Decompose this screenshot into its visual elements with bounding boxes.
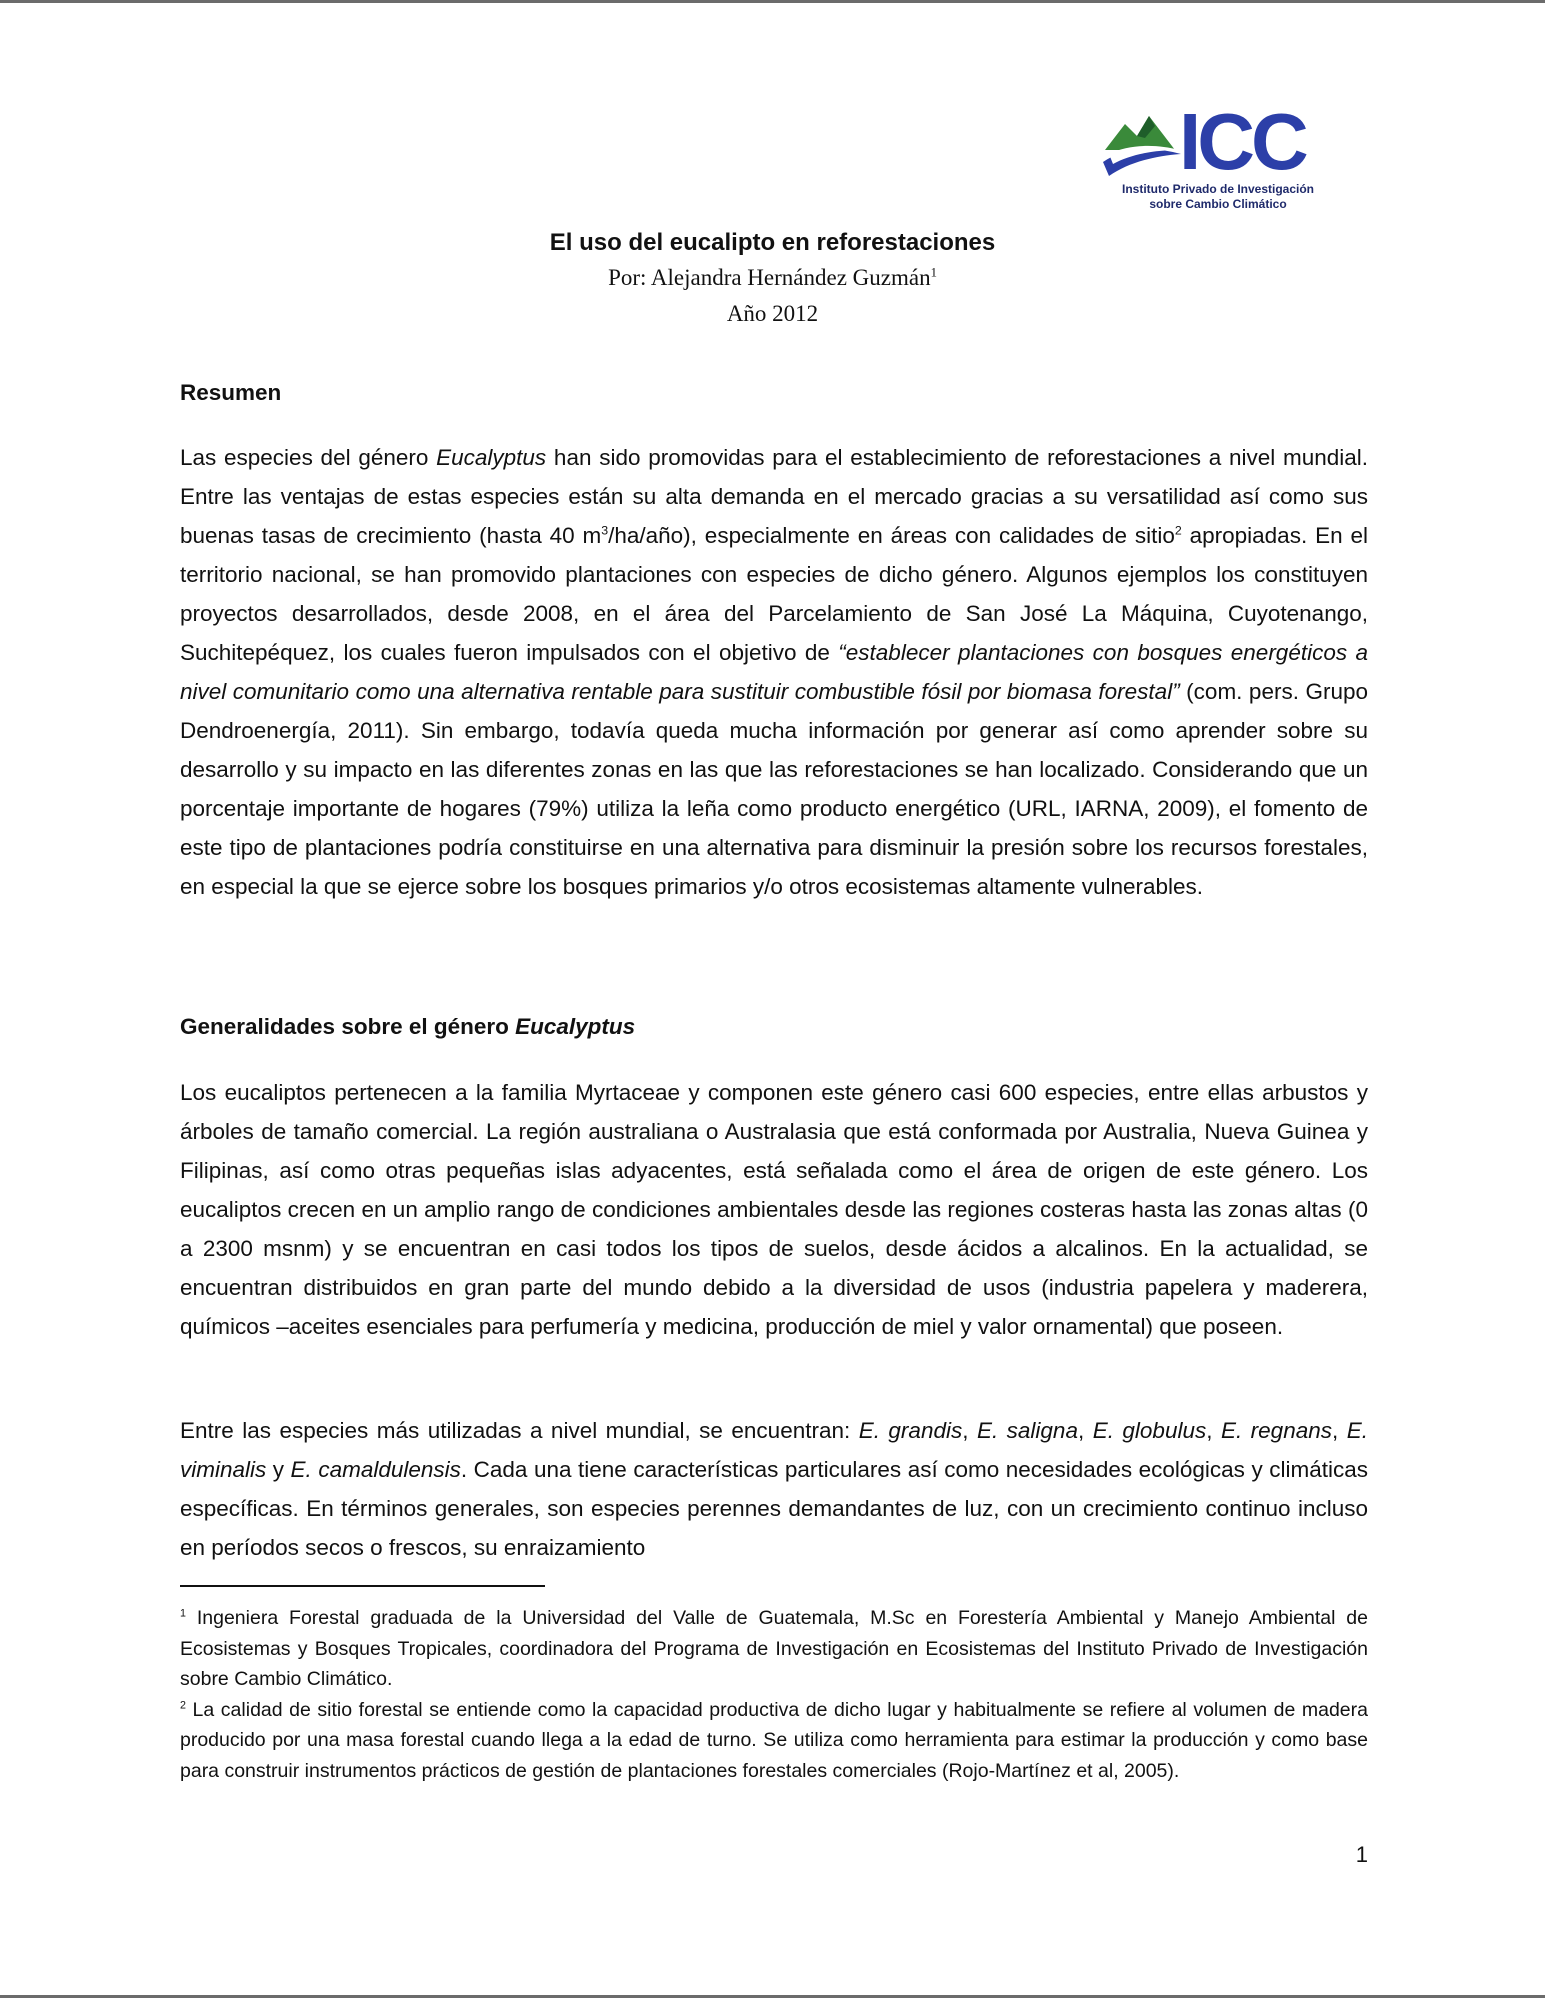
document-header <box>0 226 1545 332</box>
footnote-1: $^1$ Ingeniera Forestal graduada de la Universidad del Valle de Guatemala, M.Sc en Forestería Ambiental y Manejo Ambiental de Ecosistemas y Bosques Tropicales, coordinadora del Programa de Investigación en Ecosistemas del Instituto Privado de Investigación sobre Cambio Climático. <box>180 1607 1368 1690</box>
footnote-2: $^2$ La calidad de sitio forestal se entiende como la capacidad productiva de dicho lugar y habitualmente se refiere al volumen de madera producido por una masa forestal cuando llega a la edad de turno. Se utiliza como herramienta para estimar la producción y como base para construir instrumentos prácticos de gestión de plantaciones forestales comerciales (Rojo-Martínez et al, 2005). <box>180 1698 1368 1782</box>
genus-name: Eucalyptus <box>515 1014 636 1039</box>
logo-subtitle-line-1: Instituto Privado de Investigación <box>1121 182 1315 196</box>
project-objective-quote: “establecer plantaciones con bosques energéticos a nivel comunitario como una alternativa rentable para sustituir combustible fósil por biomasa forestal” <box>180 640 1368 704</box>
footnote-number-2: 2 <box>180 1699 186 1711</box>
logo-wordmark: ICC <box>1179 97 1305 186</box>
footnote-ref-2: 2 <box>1174 523 1182 538</box>
logo-subtitle <box>1103 182 1333 212</box>
page-bottom-border <box>0 1995 1545 1998</box>
generalidades-paragraph-2: Entre las especies más utilizadas a nivel mundial, se encuentran: E. grandis, E. saligna, E. globulus, E. regnans, E. viminalis y E. camaldulensis. Cada una tiene características particulares así como necesidades ecológicas y climáticas específicas. En términos generales, son especies perennes demandantes de luz, con un crecimiento continuo incluso en períodos secos o frescos, su enraizamiento <box>180 1418 1368 1560</box>
mountain-leaf-icon <box>1103 110 1183 182</box>
species-name: E. regnans <box>1220 1418 1332 1443</box>
footnote-number-1: 1 <box>180 1607 186 1620</box>
species-name: E. grandis <box>858 1418 963 1443</box>
superscript-3: 3 <box>601 523 609 538</box>
page-top-border <box>0 0 1545 3</box>
author-name: Por: Alejandra Hernández Guzmán <box>608 265 931 290</box>
document-title: El uso del eucalipto en reforestaciones <box>549 229 996 256</box>
section-heading-resumen: Resumen <box>180 380 282 405</box>
species-name: E. saligna <box>976 1418 1078 1443</box>
species-name: E. viminalis <box>180 1418 1368 1482</box>
footnote-ref-1: 1 <box>930 265 937 280</box>
resumen-paragraph: Las especies del género Eucalyptus han sido promovidas para el establecimiento de reforestaciones a nivel mundial. Entre las ventajas de estas especies están su alta demanda en el mercado gracias a su versatilidad así como sus buenas tasas de crecimiento (hasta 40 $m^3/ha/año$), especialmente en áreas con calidades de sitio$^2$ apropiadas. En el territorio nacional, se han promovido plantaciones con especies de dicho género. Algunos ejemplos los constituyen proyectos desarrollados, desde 2008, en el área del Parcelamiento de San José La Máquina, Cuyotenango, Suchitepéquez, los cuales fueron impulsados con el objetivo de “establecer plantaciones con bosques energéticos a nivel comunitario como una alternativa rentable para sustituir combustible fósil por biomasa forestal” (com. pers. Grupo Dendroenergía, 2011). Sin embargo, todavía queda mucha información por generar así como aprender sobre su desarrollo y su impacto en las diferentes zonas en las que las reforestaciones se han localizado. Considerando que un porcentaje importante de hogares (79%) utiliza la leña como producto energético (URL, IARNA, 2009), el fomento de este tipo de plantaciones podría constituirse en una alternativa para disminuir la presión sobre los recursos forestales, en especial la que se ejerce sobre los bosques primarios y/o otros ecosistemas altamente vulnerables. <box>180 445 1369 899</box>
species-name: E. camaldulensis <box>290 1457 461 1482</box>
section-heading-generalidades: Generalidades sobre el género Eucalyptus <box>180 1014 636 1039</box>
icc-logo <box>1103 97 1333 220</box>
document-year: Año 2012 <box>726 301 819 326</box>
page-number: 1 <box>1355 1842 1368 1867</box>
author-byline <box>0 260 1545 296</box>
generalidades-paragraph-1: Los eucaliptos pertenecen a la familia Myrtaceae y componen este género casi 600 especies, entre ellas arbustos y árboles de tamaño comercial. La región australiana o Australasia que está conformada por Australia, Nueva Guinea y Filipinas, así como otras pequeñas islas adyacentes, está señalada como el área de origen de este género. Los eucaliptos crecen en un amplio rango de condiciones ambientales desde las regiones costeras hasta las zonas altas (0 a 2300 msnm) y se encuentran en casi todos los tipos de suelos, desde ácidos a alcalinos. En la actualidad, se encuentran distribuidos en gran parte del mundo debido a la diversidad de usos (industria papelera y maderera, químicos –aceites esenciales para perfumería y medicina, producción de miel y valor ornamental) que poseen. <box>180 1080 1368 1339</box>
footnote-divider <box>180 1585 545 1587</box>
footnotes <box>180 1603 1368 1786</box>
logo-subtitle-line-2: sobre Cambio Climático <box>1149 197 1287 211</box>
species-name: E. globulus <box>1092 1418 1207 1443</box>
genus-name: Eucalyptus <box>436 445 547 470</box>
